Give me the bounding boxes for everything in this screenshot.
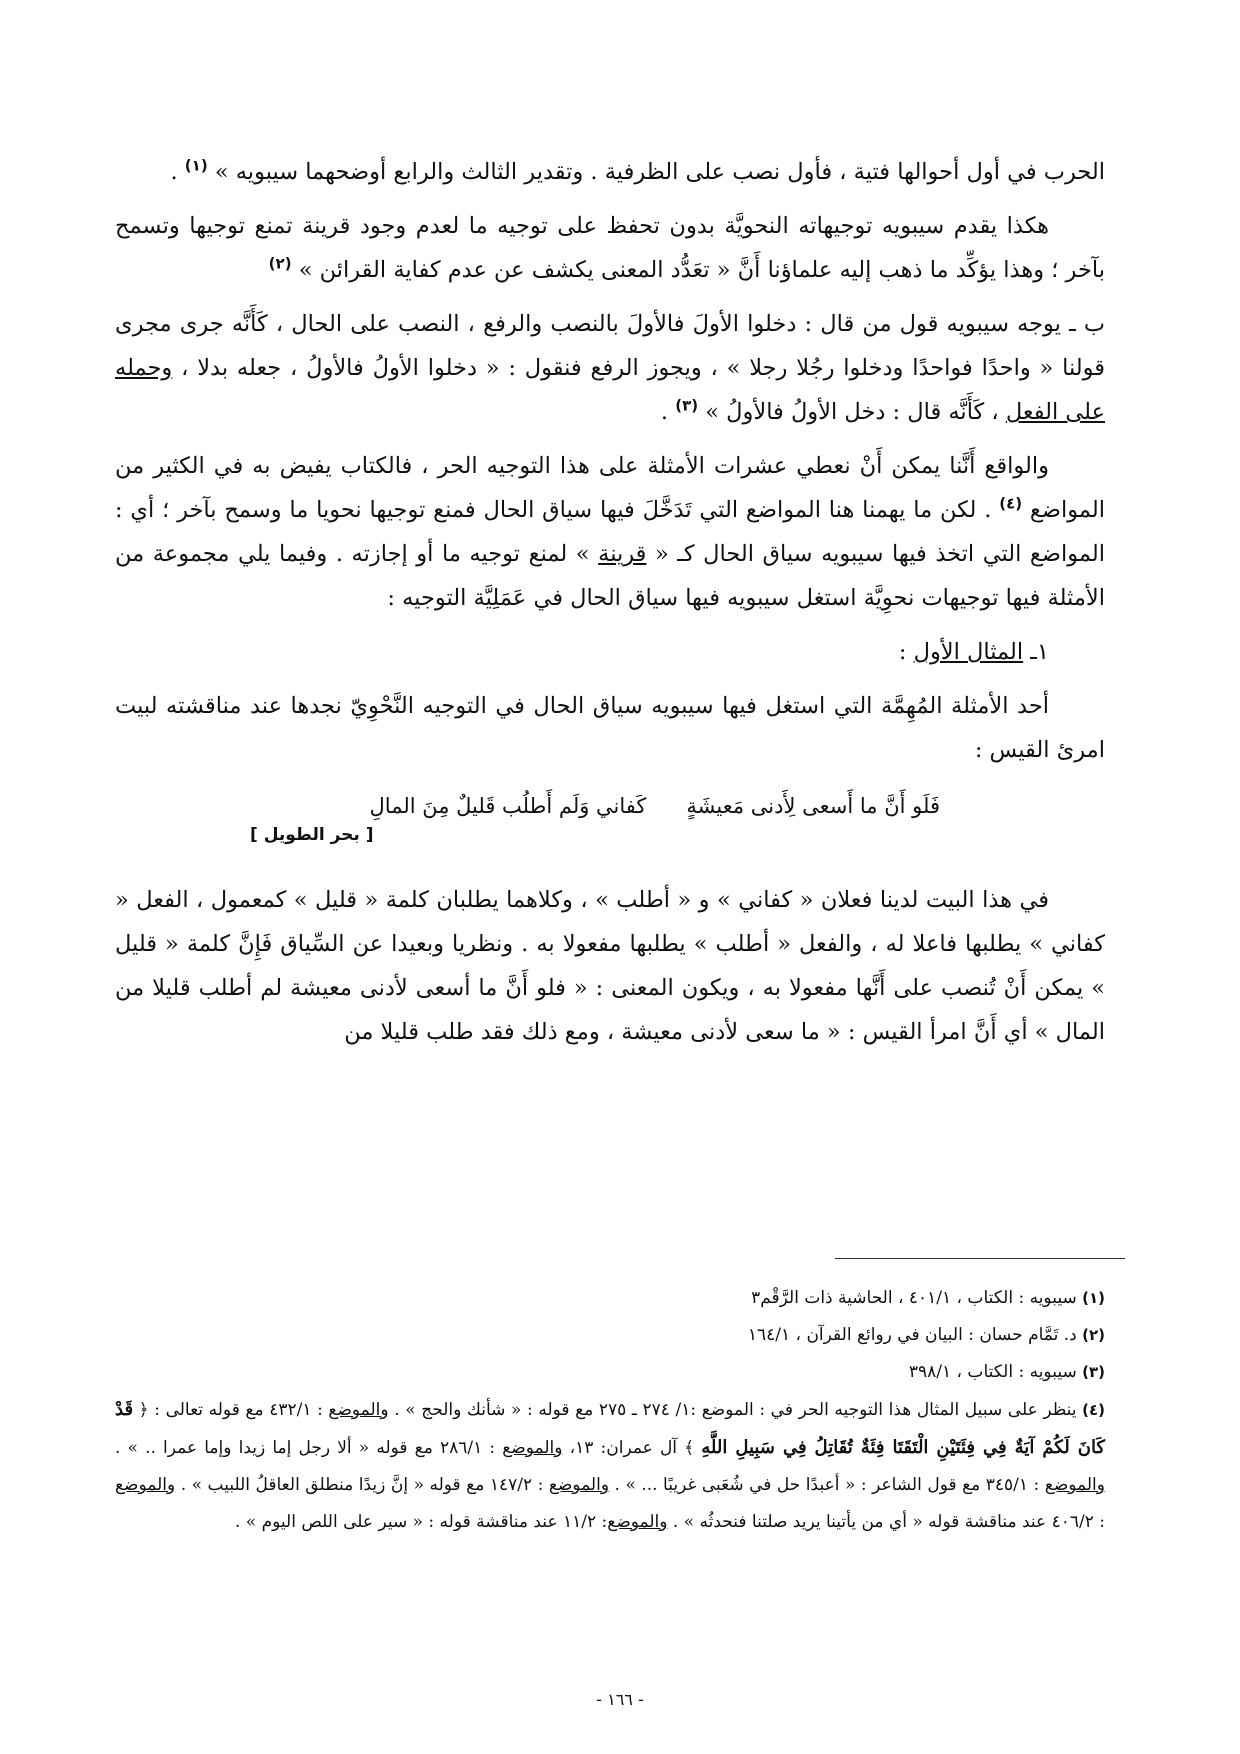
quran-verse: قَدْ كَانَ لَكُمْ آيَةٌ فِي فِئَتَيْنِ الْتَقَتَا فِئَةٌ تُقَاتِلُ فِي سَبِيلِ اللَّهِ	[115, 1399, 1105, 1458]
paragraph-3-underlined: وحمله على الفعل	[115, 355, 1105, 425]
paragraph-1	[115, 150, 1105, 194]
footnote-4-part-6: : ١٤٧/٢ مع قوله « إنَّ زيدًا منطلق العاقلُ اللبيب » .	[175, 1475, 549, 1495]
paragraph-6: في هذا البيت لدينا فعلان « كفاني » و « أطلب » ، وكلاهما يطلبان كلمة « قليل » كمعمول ، الفعل « كفاني » يطلبها فاعلا له ، والفعل « أطلب » يطلبها مفعولا به . ونظريا وبعيدا عن السِّياق فَإِنَّ كلمة « قليل » يمكن أَنْ تُنصب على أَنَّها مفعولا به ، ويكون المعنى : « فلو أَنَّ ما أسعى لأدنى معيشة لم أطلب قليلا من المال » أي أَنَّ امرأ القيس : « ما سعى لأدنى معيشة ، ومع ذلك فقد طلب قليلا من	[115, 887, 1105, 1045]
footnote-1	[115, 1280, 1105, 1317]
footnote-4-part-2: : ٤٣٢/١ مع قوله تعالى : ﴿	[133, 1400, 329, 1420]
footnote-4-part-3: ﴾ آل عمران: ١٣،	[562, 1438, 702, 1458]
footnote-4-part-4: : ٢٨٦/١ مع قوله « ألا رجل إما زيدا وإما عمرا .. » .	[115, 1438, 503, 1458]
paragraph-3-text-b: ، كَأَنَّه قال : دخل الأولُ فالأولُ »	[698, 399, 1006, 425]
footnote-divider	[835, 1258, 1125, 1259]
footnote-4-label-2: والموضع	[502, 1438, 563, 1458]
footnote-4-part-8: : ١١/٢ عند مناقشة قوله : « سير على اللص اليوم » .	[235, 1512, 608, 1532]
section-heading	[115, 630, 1105, 674]
paragraph-4-underlined: قرينة	[598, 541, 647, 567]
footnote-4-label-5: والموضع	[115, 1475, 176, 1495]
footnote-4-label-6: والموضع	[607, 1512, 668, 1532]
footnote-4-part-7: : ٤٠٦/٢ عند مناقشة قوله « أي من يأتينا يريد صلتنا فنحدثُه » .	[667, 1512, 1105, 1532]
paragraph-4-text-a: والواقع أَنَّنا يمكن أَنْ نعطي عشرات الأمثلة على هذا التوجيه الحر ، فالكتاب يفيض به في الكثير من المواضع	[115, 453, 1105, 523]
footnote-2-number: (٢)	[1082, 1326, 1105, 1344]
footnote-ref-1[interactable]: (١)	[184, 156, 208, 175]
paragraph-3	[115, 302, 1105, 434]
footnote-2-text: د. تَمَّام حسان : البيان في روائع القرآن ، ١٦٤/١	[747, 1325, 1083, 1345]
paragraph-2-text: هكذا يقدم سيبويه توجيهاته النحويَّة بدون تحفظ على توجيه ما لعدم وجود قرينة تمنع توجيها وتسمح بآخر ؛ وهذا يؤكِّد ما ذهب إليه علماؤنا أَنَّ « تعَدُّد المعنى يكشف عن عدم كفاية القرائن »	[115, 213, 1105, 283]
section-heading-suffix: :	[898, 639, 914, 665]
paragraph-1-tail: .	[170, 159, 185, 185]
paragraph-2	[115, 204, 1105, 292]
footnote-4-number: (٤)	[1082, 1401, 1106, 1419]
paragraph-3-text-a: ب ـ يوجه سيبويه قول من قال : دخلوا الأولَ فالأولَ بالنصب والرفع ، النصب على الحال ، كَأَنَّه جرى مجرى قولنا « واحدًا فواحدًا ودخلوا رجُلا رجلا » ، ويجوز الرفع فنقول : « دخلوا الأولُ فالأولُ ، جعله بدلا ،	[115, 311, 1105, 381]
footnote-1-number: (١)	[1082, 1289, 1105, 1307]
footnote-ref-3[interactable]: (٣)	[675, 396, 699, 415]
footnote-4	[115, 1391, 1105, 1541]
paragraph-1-text: الحرب في أول أحوالها فتية ، فأول نصب على الظرفية . وتقدير الثالث والرابع أوضحهما سيبويه »	[207, 159, 1105, 185]
footnote-4-part-1: ينظر على سبيل المثال هذا التوجيه الحر في : الموضع :١/ ٢٧٤ ـ ٢٧٥ مع قوله : « شأنك والحج » .	[388, 1400, 1083, 1420]
paragraph-4-text-c: » لمنع توجيه ما أو إجازته . وفيما يلي مجموعة من الأمثلة فيها توجيهات نحوِيَّة استغل سيبويه فيها سياق الحال في عَمَلِيَّة التوجيه :	[115, 541, 1105, 611]
section-heading-number: ١ـ	[1023, 639, 1049, 665]
verse-first-hemistich: فَلَو أَنَّ ما أَسعى لِأَدنى مَعيشَةٍ	[686, 794, 940, 818]
paragraph-4	[115, 444, 1105, 620]
footnote-1-text: سيبويه : الكتاب ، ٤٠١/١ ، الحاشية ذات الرَّقْم٣	[751, 1288, 1083, 1308]
footnote-4-label-4: والموضع	[548, 1475, 610, 1495]
footnote-3-number: (٣)	[1082, 1363, 1105, 1381]
section-heading-label: المثال الأول	[913, 639, 1024, 665]
footnote-3-text: سيبويه : الكتاب ، ٣٩٨/١	[908, 1362, 1083, 1382]
footnote-ref-4[interactable]: (٤)	[999, 494, 1023, 513]
footnote-4-part-5: : ٣٤٥/١ مع قول الشاعر : « أعبدًا حل في شُعَبى غريبًا ... » .	[609, 1475, 1045, 1495]
footnote-2	[115, 1317, 1105, 1354]
main-text	[115, 150, 1105, 1064]
verse-line	[370, 786, 940, 826]
paragraph-3-tail: .	[660, 399, 676, 425]
footnote-3	[115, 1354, 1105, 1391]
poetry-verse	[115, 782, 1105, 874]
footnotes	[115, 1280, 1105, 1541]
verse-second-hemistich: كَفاني وَلَم أَطلُب قَليلٌ مِنَ المالِ	[369, 794, 647, 818]
verse-meter: [ بحر الطويل ]	[250, 825, 374, 845]
page-number: - ١٦٦ -	[596, 1690, 644, 1709]
footnote-ref-2[interactable]: (٢)	[268, 254, 292, 273]
paragraph-5: أحد الأمثلة المُهِمَّة التي استغل فيها سيبويه سياق الحال في التوجيه النَّحْوِيّ نجدها عند مناقشته لبيت امرئ القيس :	[115, 693, 1105, 763]
footnote-4-label-3: والموضع	[1044, 1475, 1105, 1495]
paragraph-4-text-b: . لكن ما يهمنا هنا المواضع التي تَدَخَّلَ فيها سياق الحال فمنع توجيها نحويا ما وسمح بآخر ؛ أي : المواضع التي اتخذ فيها سيبويه سياق الحال كـ «	[115, 497, 1105, 567]
footnote-4-label-1: والموضع	[328, 1400, 389, 1420]
